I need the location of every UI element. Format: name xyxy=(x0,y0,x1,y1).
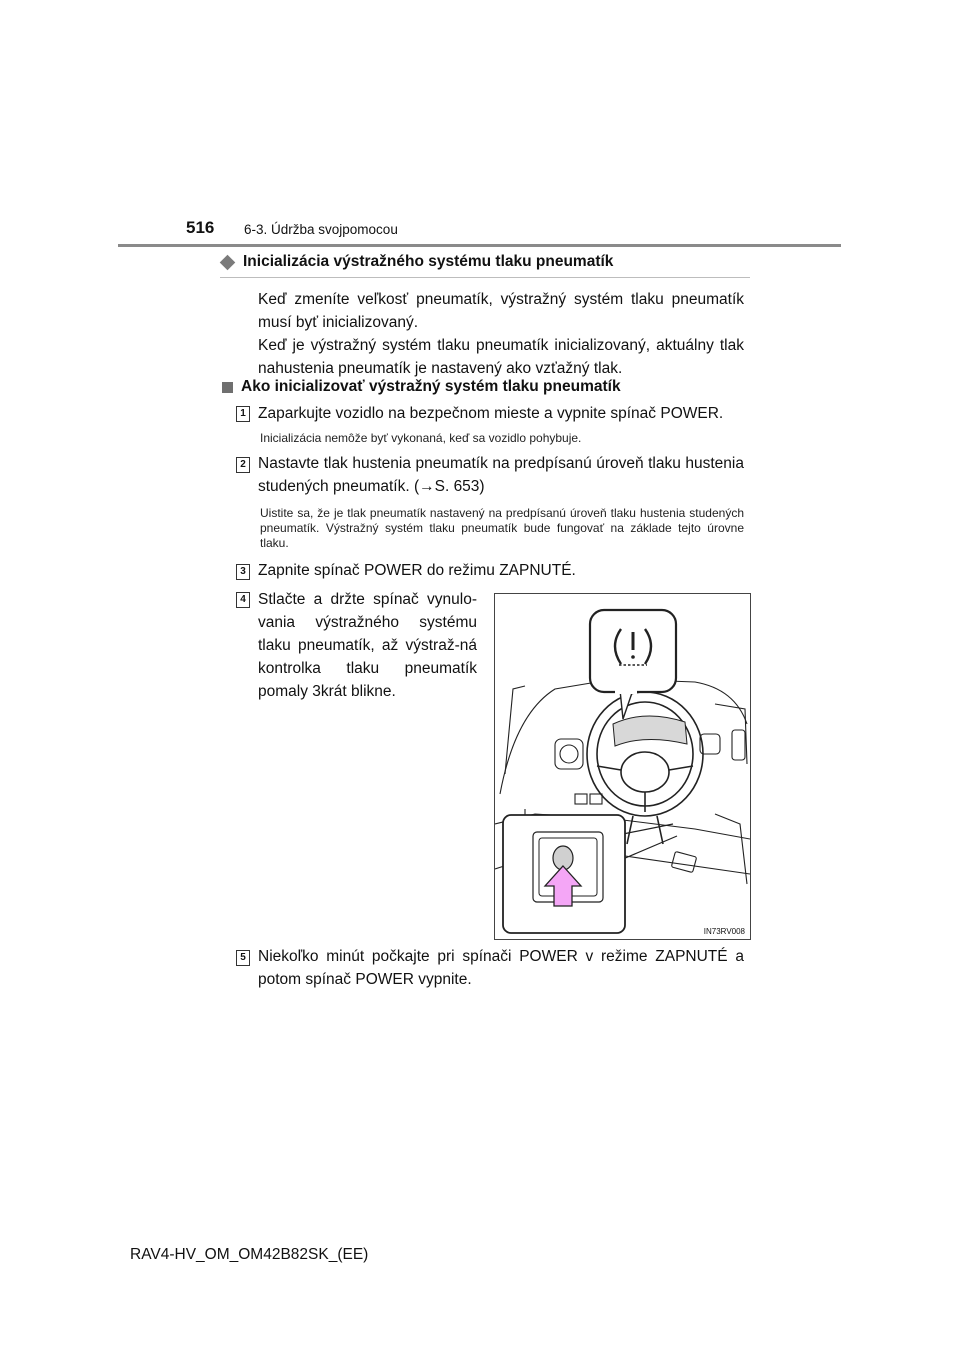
page-number: 516 xyxy=(186,218,215,237)
intro-text xyxy=(258,288,744,380)
dashboard-drawing xyxy=(495,594,750,939)
step-number: 5 xyxy=(236,950,250,966)
model-code: RAV4-HV_OM_OM42B82SK_(EE) xyxy=(130,1246,369,1263)
step-note: Inicializácia nemôže byť vykonaná, keď sa vozidlo pohybuje. xyxy=(260,431,582,445)
step-number: 3 xyxy=(236,564,250,580)
callout-bubble xyxy=(590,610,676,692)
dashboard-illustration xyxy=(494,593,751,940)
step-text: Zapnite spínač POWER do režimu ZAPNUTÉ. xyxy=(258,562,576,579)
step-text: Nastavte tlak hustenia pneumatík na predpísanú úroveň tlaku hustenia studených pneumatík. (→S. 653) xyxy=(258,455,744,495)
step-note: Uistite sa, že je tlak pneumatík nastavený na predpísanú úroveň tlaku hustenia studených pneumatík. Výstražný systém tlaku pneumatík bude fungovať na základe tejto úrovne tlaku. xyxy=(260,506,744,550)
procedure-heading xyxy=(222,378,621,396)
diamond-bullet-icon xyxy=(220,254,236,270)
intro-paragraph: Keď je výstražný systém tlaku pneumatík inicializovaný, aktuálny tlak nahustenia pneumatík je nastavený ako vzťažný tlak. xyxy=(258,337,744,377)
step-text: Stlačte a držte spínač vynulo-vania výstražného systému tlaku pneumatík, až výstraž-ná kontrolka tlaku pneumatík pomaly 3krát blikne. xyxy=(258,591,477,700)
step-number: 4 xyxy=(236,592,250,608)
subsection-title: Inicializácia výstražného systému tlaku pneumatík xyxy=(243,253,614,270)
step-number: 2 xyxy=(236,457,250,473)
subsection-divider xyxy=(220,277,750,278)
section-title: 6-3. Údržba svojpomocou xyxy=(244,222,398,237)
subsection-heading xyxy=(220,253,613,271)
step-text: Zaparkujte vozidlo na bezpečnom mieste a vypnite spínač POWER. xyxy=(258,405,724,422)
square-bullet-icon xyxy=(222,382,233,393)
procedure-title: Ako inicializovať výstražný systém tlaku pneumatík xyxy=(241,378,621,395)
header-divider xyxy=(118,244,841,247)
step-text: Niekoľko minút počkajte pri spínači POWER v režime ZAPNUTÉ a potom spínač POWER vypnite. xyxy=(258,948,744,988)
figure-label: IN73RV008 xyxy=(703,927,745,936)
step-number: 1 xyxy=(236,406,250,422)
intro-paragraph: Keď zmeníte veľkosť pneumatík, výstražný systém tlaku pneumatík musí byť inicializovaný. xyxy=(258,291,744,331)
